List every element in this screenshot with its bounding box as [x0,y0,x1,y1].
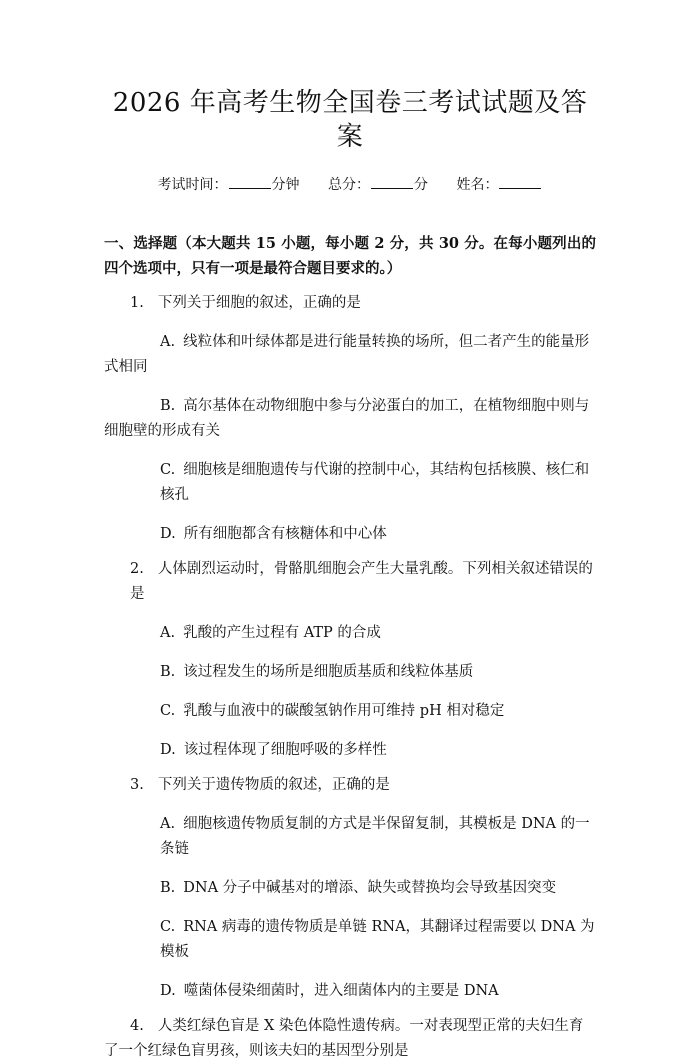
total-score [328,177,428,193]
option-1c [104,458,596,508]
option-1d [104,522,596,547]
student-name [456,177,542,193]
question-stem [104,773,596,798]
score-blank [371,174,413,189]
option-letter: A. [160,816,176,832]
option-letter: B. [160,664,176,680]
option-text: 噬菌体侵染细菌时，进入细菌体内的主要是 DNA [183,983,499,999]
question-stem [104,1014,596,1064]
question-number: 2. [130,561,144,577]
question-stem [104,291,596,316]
name-blank [499,174,541,189]
option-letter: C. [160,919,176,935]
question-number: 4. [130,1018,144,1034]
option-3c [104,915,596,965]
option-text: 高尔基体在动物细胞中参与分泌蛋白的加工，在植物细胞中则与细胞壁的形成有关 [104,398,590,439]
option-text: 乳酸的产生过程有 ATP 的合成 [183,625,381,641]
question-2 [104,557,596,607]
option-letter: A. [160,334,176,350]
time-label: 考试时间： [157,177,228,193]
question-4 [104,1014,596,1064]
option-letter: A. [160,625,176,641]
option-letter: B. [160,880,176,896]
question-text: 下列关于细胞的叙述，正确的是 [157,295,361,311]
question-text: 人类红绿色盲是 X 染色体隐性遗传病。一对表现型正常的夫妇生育了一个红绿色盲男孩，则该夫妇的基因型分别是 [104,1018,584,1059]
option-letter: C. [160,703,176,719]
time-blank [229,174,271,189]
option-2c [104,699,596,724]
option-letter: D. [160,983,176,999]
option-1b [104,394,596,444]
option-letter: D. [160,742,176,758]
exam-meta [104,174,596,195]
score-unit: 分 [414,177,428,193]
option-letter: C. [160,462,176,478]
option-3d [104,979,596,1004]
option-text: DNA 分子中碱基对的增添、缺失或替换均会导致基因突变 [183,880,557,896]
option-text: 该过程体现了细胞呼吸的多样性 [183,742,387,758]
section-heading: 一、选择题（本大题共 15 小题，每小题 2 分，共 30 分。在每小题列出的四个选项中，只有一项是最符合题目要求的。） [104,235,596,277]
option-1a [104,330,596,380]
time-unit: 分钟 [271,177,300,193]
option-text: 所有细胞都含有核糖体和中心体 [183,526,387,542]
option-2a [104,621,596,646]
exam-time [158,177,300,193]
question-text: 人体剧烈运动时，骨骼肌细胞会产生大量乳酸。下列相关叙述错误的是 [130,561,593,602]
page-title: 2026 年高考生物全国卷三考试试题及答案 [112,88,588,152]
question-stem [104,557,596,607]
question-1 [104,291,596,316]
option-text: 线粒体和叶绿体都是进行能量转换的场所，但二者产生的能量形式相同 [104,334,590,375]
option-letter: B. [160,398,176,414]
option-letter: D. [160,526,176,542]
name-label: 姓名： [456,177,499,193]
score-label: 总分： [328,177,370,193]
option-text: 该过程发生的场所是细胞质基质和线粒体基质 [183,664,474,680]
option-text: RNA 病毒的遗传物质是单链 RNA，其翻译过程需要以 DNA 为模板 [160,919,595,960]
question-3 [104,773,596,798]
question-number: 1. [130,295,144,311]
option-text: 细胞核是细胞遗传与代谢的控制中心，其结构包括核膜、核仁和核孔 [160,462,590,503]
option-3a [104,812,596,862]
option-2b [104,660,596,685]
option-text: 乳酸与血液中的碳酸氢钠作用可维持 pH 相对稳定 [183,703,505,719]
option-text: 细胞核遗传物质复制的方式是半保留复制，其模板是 DNA 的一条链 [160,816,590,857]
option-2d [104,738,596,763]
option-3b [104,876,596,901]
question-number: 3. [130,777,144,793]
question-text: 下列关于遗传物质的叙述，正确的是 [157,777,390,793]
